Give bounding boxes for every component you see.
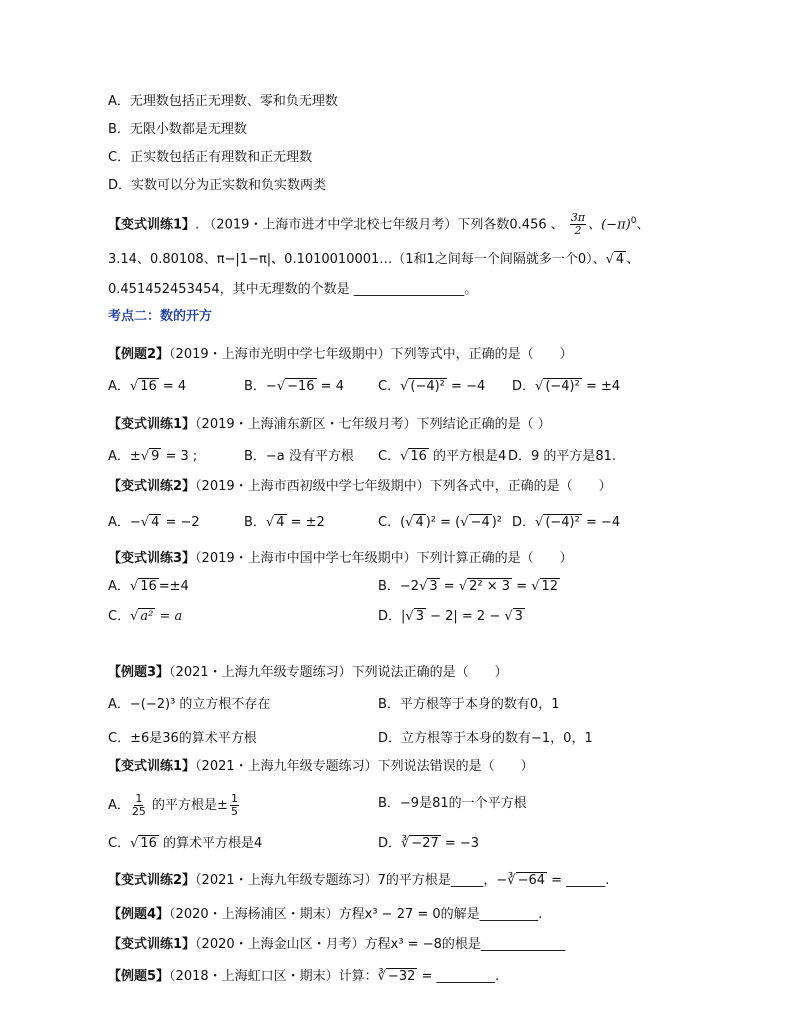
question-text: . （2019・上海市进才中学北校七年级月考）下列各数0.456 、 bbox=[195, 217, 564, 233]
option-b: B．−9是81的一个平方根 bbox=[378, 796, 527, 811]
option-d: D．9 的平方是81. bbox=[508, 449, 617, 464]
option-c: C．(√ 4 )² = (√ −4 )² bbox=[378, 515, 503, 530]
variant-train-3-option-b: B．−2√ 3 = √ 2² × 3 = √ 12 bbox=[378, 579, 559, 594]
example-2: 【例题2】（2019・上海市光明中学七年级期中）下列等式中，正确的是（ ） bbox=[108, 347, 573, 362]
variant-train-1: 【变式训练1】（2019・上海浦东新区・七年级月考）下列结论正确的是（ ） bbox=[108, 417, 551, 432]
option-c: C．√ 16 的算术平方根是4 bbox=[108, 836, 263, 851]
example-2-options bbox=[108, 378, 621, 396]
option-b: B．−a 没有平方根 bbox=[244, 449, 354, 464]
variant-train-4: 【变式训练1】（2021・上海九年级专题练习）下列说法错误的是（ ） bbox=[108, 759, 534, 774]
variant-train-2-options bbox=[108, 514, 621, 532]
option-d: D．立方根等于本身的数有−1，0，1 bbox=[378, 731, 593, 746]
option-c: C．±6是36的算术平方根 bbox=[108, 731, 257, 746]
variant-train-5: 【变式训练2】（2021・上海九年级专题练习）7的平方根是_____，−∛ −64 = ______. bbox=[108, 873, 610, 888]
option-a: A．无理数包括正无理数、零和负无理数 bbox=[108, 94, 338, 109]
variant-1-line-1: 【变式训练1】. （2019・上海市进才中学北校七年级月考）下列各数0.456 、 $\frac{3\pi}{2}$ 、$(-\pi)^0$、 bbox=[108, 211, 650, 238]
option-c: C．√ (−4)² = −4 bbox=[378, 379, 486, 394]
option-b: B．−√ −16 = 4 bbox=[244, 379, 344, 394]
option-d: D．∛ −27 = −3 bbox=[378, 836, 480, 851]
option-a: A．±√ 9 = 3 ; bbox=[108, 449, 198, 464]
option-c: C．√ 16 的平方根是4 bbox=[378, 449, 507, 464]
option-a: A．−√ 4 = −2 bbox=[108, 515, 200, 530]
variant-train-1-options bbox=[108, 448, 617, 466]
variant-train-2: 【变式训练2】（2019・上海市西初级中学七年级期中）下列各式中，正确的是（ ） bbox=[108, 479, 612, 494]
question-tag: 【变式训练1】 bbox=[108, 217, 196, 233]
option-a: A． $\frac{1}{25}$ 的平方根是± $\frac{1}{5}$ bbox=[108, 792, 238, 818]
variant-train-3: 【变式训练3】（2019・上海市中国中学七年级期中）下列计算正确的是（ ） bbox=[108, 551, 573, 566]
option-d: D．√ (−4)² = −4 bbox=[512, 515, 621, 530]
example-5: 【例题5】（2018・上海虹口区・期末）计算：∛ −32 = _________. bbox=[108, 969, 500, 984]
option-a: A．−(−2)³ 的立方根不存在 bbox=[108, 697, 271, 712]
option-d: D．实数可以分为正实数和负实数两类 bbox=[108, 178, 327, 193]
option-d: D．√ (−4)² = ±4 bbox=[512, 379, 621, 394]
example-3: 【例题3】（2021・上海九年级专题练习）下列说法正确的是（ ） bbox=[108, 665, 508, 680]
section-heading: 考点二：数的开方 bbox=[108, 309, 213, 324]
variant-train-3-option-a: A．√ 16 =±4 bbox=[108, 579, 189, 594]
option-c: C．正实数包括正有理数和正无理数 bbox=[108, 150, 313, 165]
variant-1-line-3: 0.451452453454，其中无理数的个数是 _________________。 bbox=[108, 282, 478, 297]
variant-train-3-option-d: D．|√ 3 − 2| = 2 − √ 3 bbox=[378, 609, 523, 624]
fraction: $\frac{3\pi}{2}$ bbox=[570, 211, 586, 238]
option-b: B．√ 4 = ±2 bbox=[244, 515, 325, 530]
option-a: A．√ 16 = 4 bbox=[108, 379, 187, 394]
variant-train-3-option-c: C．√ a² = a bbox=[108, 609, 183, 624]
variant-train-6: 【变式训练1】（2020・上海金山区・月考）方程x³ = −8的根是_____________ bbox=[108, 937, 566, 952]
example-4: 【例题4】（2020・上海杨浦区・期末）方程x³ − 27 = 0的解是_________. bbox=[108, 907, 543, 922]
option-b: B．平方根等于本身的数有0，1 bbox=[378, 697, 560, 712]
option-b: B．无限小数都是无理数 bbox=[108, 122, 247, 137]
variant-1-line-2: 3.14、0.80108、π−|1−π|、0.1010010001…（1和1之间每一个间隔就多一个0）、√ 4 、 bbox=[108, 252, 640, 267]
